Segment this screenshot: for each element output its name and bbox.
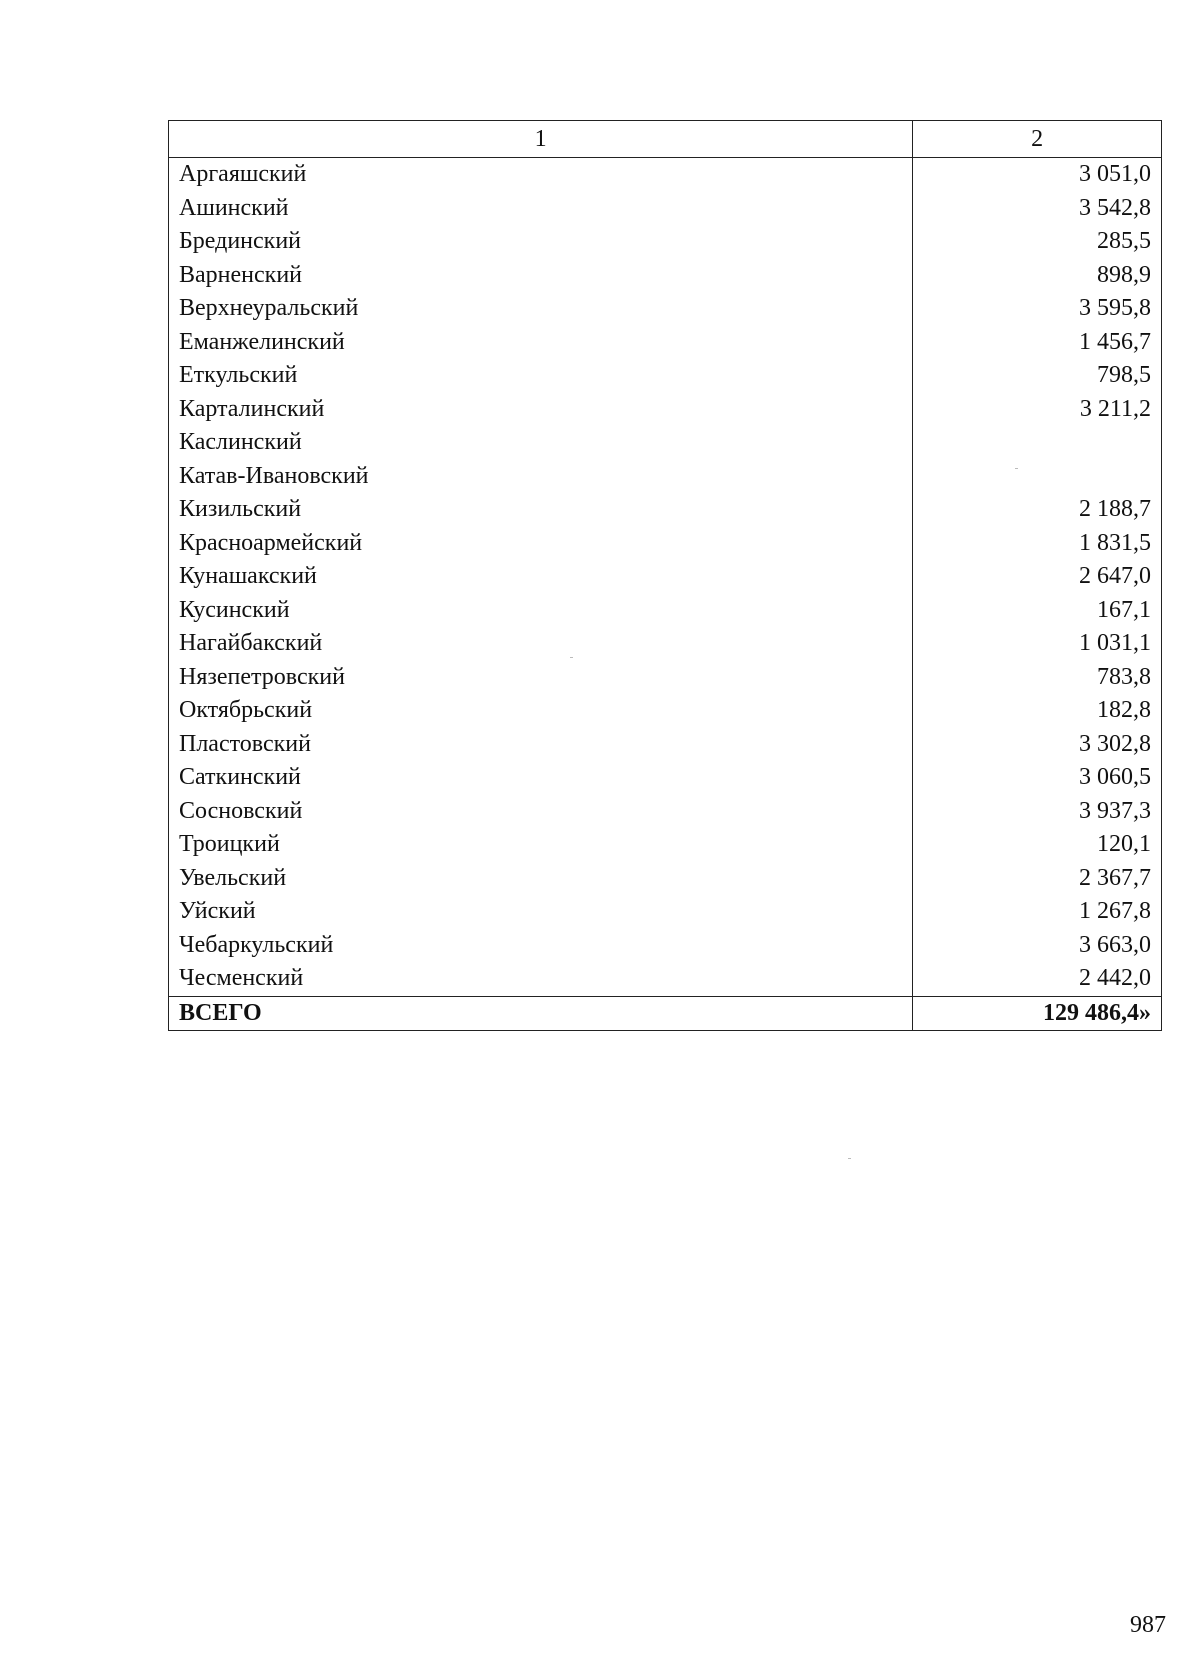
district-name: Чесменский bbox=[169, 962, 913, 996]
table-row bbox=[169, 192, 1162, 226]
district-value: 182,8 bbox=[913, 694, 1162, 728]
district-value: 798,5 bbox=[913, 359, 1162, 393]
district-value: 3 211,2 bbox=[913, 393, 1162, 427]
district-value: 1 031,1 bbox=[913, 627, 1162, 661]
scan-speck bbox=[848, 1158, 851, 1159]
table-row bbox=[169, 795, 1162, 829]
district-value: 783,8 bbox=[913, 661, 1162, 695]
table-row bbox=[169, 929, 1162, 963]
table-row bbox=[169, 259, 1162, 293]
district-name: Еткульский bbox=[169, 359, 913, 393]
column-header-1: 1 bbox=[169, 121, 913, 158]
district-value: 1 456,7 bbox=[913, 326, 1162, 360]
district-value: 3 542,8 bbox=[913, 192, 1162, 226]
table-row bbox=[169, 895, 1162, 929]
district-table bbox=[168, 120, 1162, 1031]
total-label: ВСЕГО bbox=[169, 996, 913, 1031]
table-row bbox=[169, 594, 1162, 628]
table-row bbox=[169, 661, 1162, 695]
district-name: Кунашакский bbox=[169, 560, 913, 594]
table-row bbox=[169, 225, 1162, 259]
district-name: Саткинский bbox=[169, 761, 913, 795]
district-name: Брединский bbox=[169, 225, 913, 259]
table-row bbox=[169, 627, 1162, 661]
district-value: 3 060,5 bbox=[913, 761, 1162, 795]
district-value: 3 051,0 bbox=[913, 158, 1162, 192]
district-name: Ашинский bbox=[169, 192, 913, 226]
district-value: 3 937,3 bbox=[913, 795, 1162, 829]
table-row bbox=[169, 292, 1162, 326]
district-value: 2 442,0 bbox=[913, 962, 1162, 996]
district-value: 3 595,8 bbox=[913, 292, 1162, 326]
table-row bbox=[169, 862, 1162, 896]
district-name: Варненский bbox=[169, 259, 913, 293]
district-value: 285,5 bbox=[913, 225, 1162, 259]
district-name: Уйский bbox=[169, 895, 913, 929]
table-row bbox=[169, 560, 1162, 594]
table-row bbox=[169, 493, 1162, 527]
district-name: Увельский bbox=[169, 862, 913, 896]
district-name: Кусинский bbox=[169, 594, 913, 628]
district-name: Нагайбакский bbox=[169, 627, 913, 661]
district-value: 1 267,8 bbox=[913, 895, 1162, 929]
district-value: 2 647,0 bbox=[913, 560, 1162, 594]
table-row bbox=[169, 962, 1162, 996]
district-name: Верхнеуральский bbox=[169, 292, 913, 326]
district-name: Чебаркульский bbox=[169, 929, 913, 963]
total-row bbox=[169, 996, 1162, 1031]
district-name: Красноармейский bbox=[169, 527, 913, 561]
table-row bbox=[169, 393, 1162, 427]
table-row bbox=[169, 158, 1162, 192]
district-name: Троицкий bbox=[169, 828, 913, 862]
district-name: Катав-Ивановский bbox=[169, 460, 913, 494]
district-name: Аргаяшский bbox=[169, 158, 913, 192]
table-row bbox=[169, 359, 1162, 393]
table-row bbox=[169, 694, 1162, 728]
total-value: 129 486,4» bbox=[913, 996, 1162, 1031]
scan-speck bbox=[1015, 468, 1018, 469]
scan-speck bbox=[570, 657, 573, 658]
district-value: 3 302,8 bbox=[913, 728, 1162, 762]
table-row bbox=[169, 761, 1162, 795]
district-value: 167,1 bbox=[913, 594, 1162, 628]
district-name: Сосновский bbox=[169, 795, 913, 829]
district-value bbox=[913, 426, 1162, 460]
table-row bbox=[169, 326, 1162, 360]
district-value: 898,9 bbox=[913, 259, 1162, 293]
district-value: 2 367,7 bbox=[913, 862, 1162, 896]
table-row bbox=[169, 828, 1162, 862]
table-row bbox=[169, 426, 1162, 460]
district-name: Нязепетровский bbox=[169, 661, 913, 695]
district-value bbox=[913, 460, 1162, 494]
column-header-2: 2 bbox=[913, 121, 1162, 158]
table-body bbox=[169, 158, 1162, 997]
table-row bbox=[169, 728, 1162, 762]
district-name: Карталинский bbox=[169, 393, 913, 427]
district-value: 1 831,5 bbox=[913, 527, 1162, 561]
district-name: Кизильский bbox=[169, 493, 913, 527]
table-row bbox=[169, 527, 1162, 561]
district-name: Октябрьский bbox=[169, 694, 913, 728]
district-value: 3 663,0 bbox=[913, 929, 1162, 963]
district-name: Еманжелинский bbox=[169, 326, 913, 360]
district-value: 2 188,7 bbox=[913, 493, 1162, 527]
table-row bbox=[169, 460, 1162, 494]
table-header-row bbox=[169, 121, 1162, 158]
district-value: 120,1 bbox=[913, 828, 1162, 862]
page-number: 987 bbox=[1130, 1612, 1166, 1638]
district-name: Каслинский bbox=[169, 426, 913, 460]
district-name: Пластовский bbox=[169, 728, 913, 762]
